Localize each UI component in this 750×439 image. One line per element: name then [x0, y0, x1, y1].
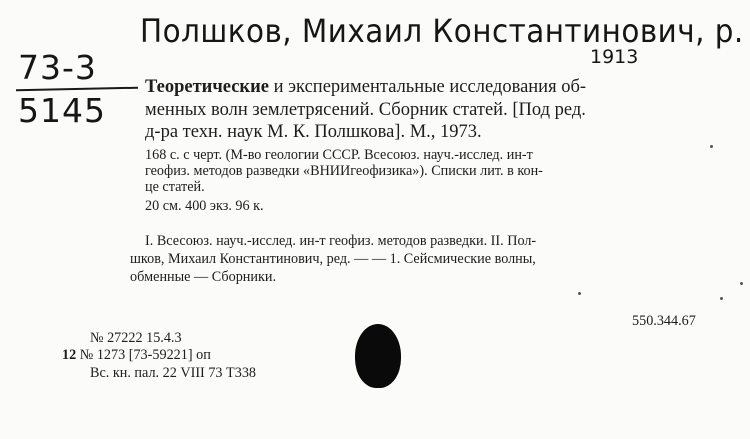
- scan-speck: [710, 145, 713, 148]
- handwritten-number-bottom: 5145: [18, 91, 106, 130]
- footer-line-2-prefix: 12: [62, 347, 77, 363]
- tracing-line-1: I. Всесоюз. науч.-исслед. ин-т геофиз. методов разведки. II. Пол-: [145, 233, 537, 249]
- classification-number: 550.344.67: [632, 313, 696, 329]
- footer-line-3: Вс. кн. пал. 22 VIII 73 Т338: [90, 365, 257, 381]
- scan-speck: [740, 282, 743, 285]
- description-line-1: 168 с. с черт. (М-во геологии СССР. Всесоюз. науч.-исслед. ин-т: [145, 147, 533, 163]
- handwritten-author: Полшков, Михаил Константинович, р.: [140, 12, 744, 50]
- footer-line-2-text: № 1273 [73-59221] оп: [76, 347, 211, 363]
- handwritten-birth-year: 1913: [590, 46, 639, 68]
- handwritten-number-top: 73-3: [18, 48, 97, 87]
- footer-line-2: [62, 347, 211, 364]
- tracing-line-3: обменные — Сборники.: [130, 269, 277, 285]
- punched-hole: [355, 324, 401, 388]
- title-lead-word: Теоретические: [145, 77, 269, 97]
- main-entry-line-2: менных волн землетрясений. Сборник статей. [Под ред.: [145, 100, 586, 120]
- description-line-4: 20 см. 400 экз. 96 к.: [145, 198, 264, 214]
- scan-speck: [720, 297, 723, 300]
- tracing-line-2: шков, Михаил Константинович, ред. — — 1. Сейсмические волны,: [130, 251, 536, 267]
- footer-line-1: № 27222 15.4.3: [90, 330, 182, 346]
- description-line-3: це статей.: [145, 179, 205, 195]
- description-line-2: геофиз. методов разведки «ВНИИгеофизика»). Списки лит. в кон-: [145, 163, 543, 179]
- main-entry-line-1: [145, 77, 586, 98]
- main-entry-line-3: д-ра техн. наук М. К. Полшкова]. М., 1973.: [145, 122, 482, 142]
- main-entry-line-1-rest: и экспериментальные исследования об-: [268, 77, 587, 97]
- scan-speck: [578, 292, 581, 295]
